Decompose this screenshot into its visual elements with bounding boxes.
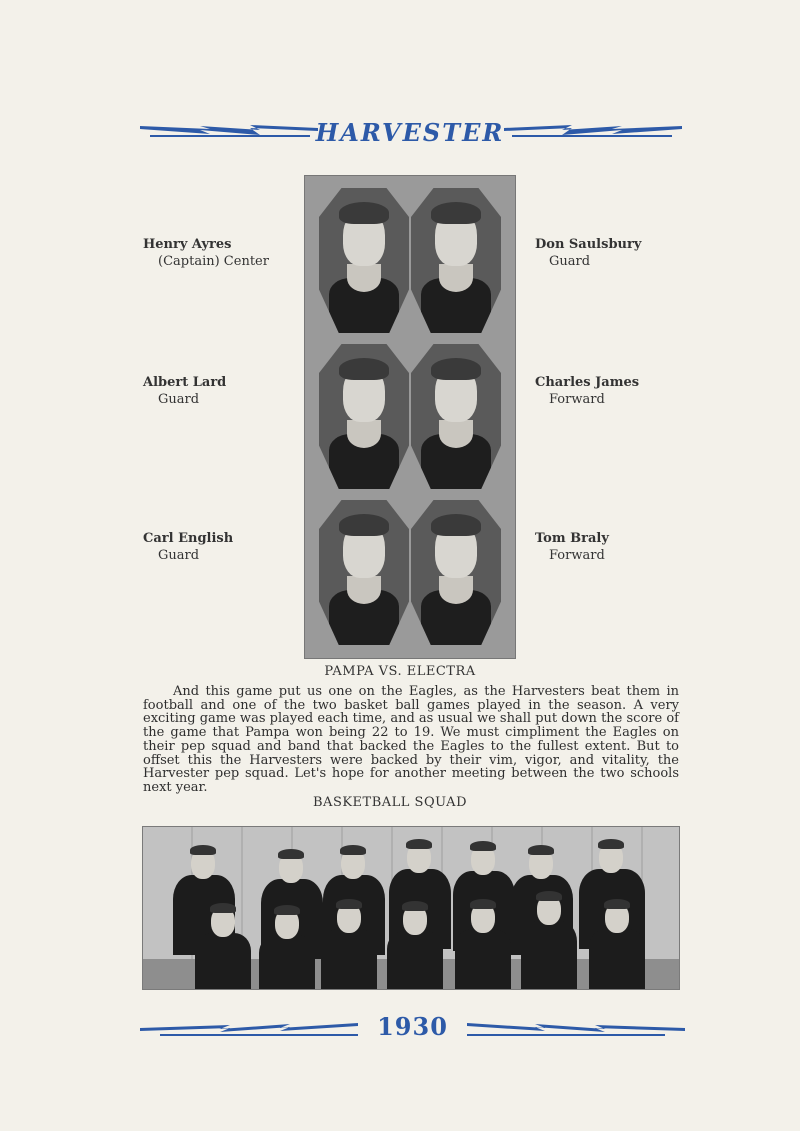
page-footer [140, 1012, 685, 1042]
player-name: Carl English [143, 531, 234, 546]
lightning-bolt-right-icon [502, 120, 682, 142]
player-name: Don Saulsbury [535, 237, 642, 252]
player-position: Forward [549, 548, 605, 563]
player-position: Forward [549, 392, 605, 407]
game-story-paragraph: And this game put us one on the Eagles, as the Harvesters beat them in football and one of the two basket ball games played in the season. A very exciting game was played each time, and as usual we shall put down the score of the game that Pampa won being 22 to 19. We must cimpliment the Eagles on their pep squad and band that backed the Eagles to the fullest extent. But to offset this the Harvesters were backed by their vim, vigor, and vitality, the Harvester pep squad. Let's hope for another meeting between the two schools next year. [143, 684, 679, 795]
player-position: (Captain) Center [158, 254, 269, 269]
yearbook-year: 1930 [377, 1012, 448, 1041]
player-position: Guard [158, 392, 200, 407]
game-heading: PAMPA VS. ELECTRA [324, 664, 476, 679]
player-name: Tom Braly [535, 531, 609, 546]
page-title: HARVESTER [315, 118, 505, 147]
player-name: Henry Ayres [143, 237, 232, 252]
lightning-bolt-right-icon [465, 1016, 685, 1038]
squad-caption: BASKETBALL SQUAD [313, 795, 467, 810]
basketball-squad-photo [142, 826, 680, 990]
portrait-charles-james [411, 344, 501, 489]
portrait-carl-english [319, 500, 409, 645]
portrait-tom-braly [411, 500, 501, 645]
player-portraits-panel [304, 175, 516, 659]
player-name: Charles James [535, 375, 640, 390]
player-position: Guard [549, 254, 591, 269]
portrait-don-saulsbury [411, 188, 501, 333]
portrait-albert-lard [319, 344, 409, 489]
page-header [140, 112, 680, 152]
player-position: Guard [158, 548, 200, 563]
portrait-henry-ayres [319, 188, 409, 333]
player-name: Albert Lard [143, 375, 227, 390]
